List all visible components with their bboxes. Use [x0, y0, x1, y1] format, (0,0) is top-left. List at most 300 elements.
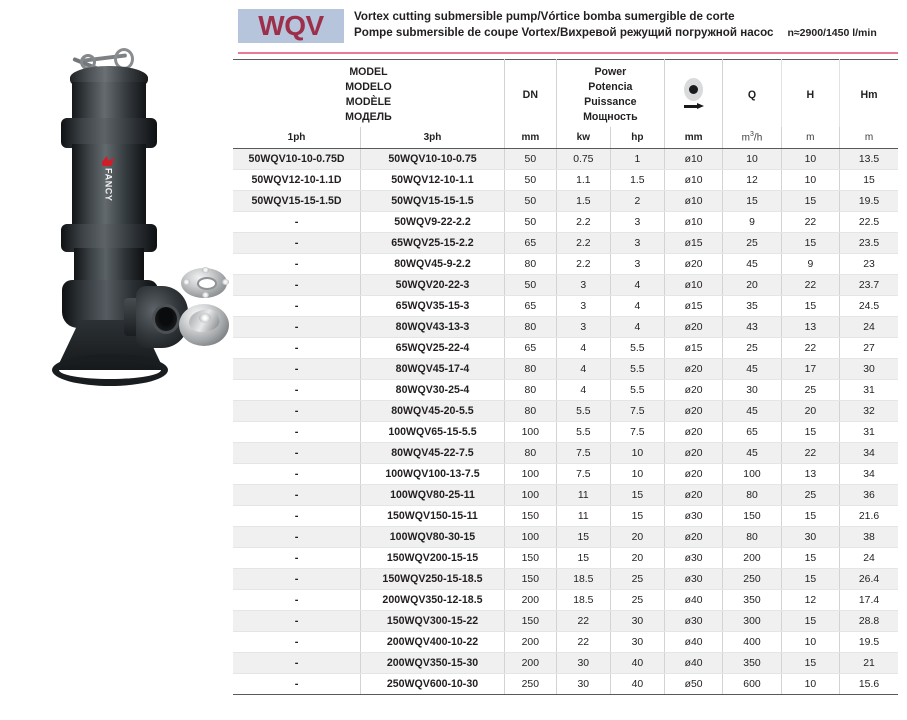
flow-arrow-icon	[684, 103, 704, 110]
cell-hp: 30	[610, 632, 664, 653]
cell-hp: 7.5	[610, 401, 664, 422]
cell-dn: 100	[504, 464, 556, 485]
cell-q: 600	[723, 674, 781, 695]
base-support-ring	[52, 354, 168, 386]
cell-dn: 150	[504, 548, 556, 569]
cell-q: 25	[723, 233, 781, 254]
cell-q: 12	[723, 170, 781, 191]
cell-hp: 15	[610, 485, 664, 506]
cell-ph1: 50WQV10-10-0.75D	[233, 149, 361, 170]
header-unit-h: m	[781, 127, 839, 149]
header-model-en: MODEL	[349, 66, 388, 78]
cell-ph3: 50WQV20-22-3	[361, 275, 505, 296]
table-row	[233, 401, 898, 422]
cell-hp: 4	[610, 317, 664, 338]
cell-dn: 50	[504, 149, 556, 170]
cell-kw: 0.75	[556, 149, 610, 170]
cell-kw: 2.2	[556, 254, 610, 275]
cell-solids: ø20	[664, 527, 722, 548]
cell-h: 15	[781, 296, 839, 317]
cell-solids: ø20	[664, 464, 722, 485]
header-unit-solids: mm	[664, 127, 722, 149]
cell-dn: 200	[504, 653, 556, 674]
cell-q: 300	[723, 611, 781, 632]
cell-solids: ø20	[664, 359, 722, 380]
cell-q: 25	[723, 338, 781, 359]
cell-dn: 100	[504, 527, 556, 548]
datasheet-content	[232, 0, 907, 720]
table-row	[233, 317, 898, 338]
cell-kw: 3	[556, 275, 610, 296]
table-row	[233, 212, 898, 233]
cell-h: 15	[781, 548, 839, 569]
cell-solids: ø10	[664, 191, 722, 212]
cell-ph1: -	[233, 359, 361, 380]
cell-q: 43	[723, 317, 781, 338]
cell-hp: 3	[610, 212, 664, 233]
cell-dn: 80	[504, 401, 556, 422]
unit-q-base: m	[741, 132, 751, 144]
cell-ph3: 150WQV300-15-22	[361, 611, 505, 632]
cell-hp: 3	[610, 233, 664, 254]
cell-ph1: -	[233, 674, 361, 695]
header-model-fr: MODÈLE	[345, 96, 392, 109]
table-row	[233, 443, 898, 464]
arrow-head	[697, 103, 704, 109]
table-row	[233, 191, 898, 212]
cell-ph1: -	[233, 569, 361, 590]
bolt-hole	[202, 292, 209, 298]
specification-table-wrapper	[233, 59, 898, 695]
cell-ph3: 80WQV45-20-5.5	[361, 401, 505, 422]
cell-solids: ø50	[664, 674, 722, 695]
cell-hm: 31	[840, 422, 898, 443]
cell-kw: 1.5	[556, 191, 610, 212]
cell-kw: 2.2	[556, 212, 610, 233]
cell-solids: ø10	[664, 212, 722, 233]
table-body	[233, 149, 898, 695]
cell-hp: 15	[610, 506, 664, 527]
cell-hm: 34	[840, 464, 898, 485]
header-model-es: MODELO	[345, 81, 392, 94]
cell-kw: 5.5	[556, 422, 610, 443]
cell-hm: 21.6	[840, 506, 898, 527]
header-power-fr: Puissance	[584, 96, 637, 109]
cell-ph3: 65WQV25-15-2.2	[361, 233, 505, 254]
cell-hm: 26.4	[840, 569, 898, 590]
cell-hm: 23.5	[840, 233, 898, 254]
cell-hp: 10	[610, 464, 664, 485]
cell-hm: 21	[840, 653, 898, 674]
cell-q: 15	[723, 191, 781, 212]
cell-h: 13	[781, 464, 839, 485]
series-code: WQV	[258, 10, 324, 41]
unit-q-suffix: /h	[753, 132, 763, 144]
cutter-plate-part	[181, 268, 227, 298]
cell-h: 25	[781, 485, 839, 506]
cell-hm: 30	[840, 359, 898, 380]
header-unit-dn: mm	[504, 127, 556, 149]
cell-dn: 65	[504, 338, 556, 359]
cell-h: 22	[781, 338, 839, 359]
cell-dn: 200	[504, 590, 556, 611]
brand-name: FANCY	[103, 168, 114, 202]
bolt-hole	[202, 267, 209, 273]
cell-kw: 22	[556, 611, 610, 632]
cell-ph1: -	[233, 632, 361, 653]
table-row	[233, 548, 898, 569]
header-title-line-2-row	[354, 25, 898, 40]
cell-h: 13	[781, 317, 839, 338]
cell-kw: 15	[556, 548, 610, 569]
cell-h: 10	[781, 149, 839, 170]
cell-solids: ø10	[664, 275, 722, 296]
cell-hm: 17.4	[840, 590, 898, 611]
cell-kw: 3	[556, 296, 610, 317]
cell-h: 15	[781, 422, 839, 443]
cell-ph1: -	[233, 338, 361, 359]
cell-ph1: -	[233, 212, 361, 233]
cell-solids: ø20	[664, 317, 722, 338]
table-row	[233, 674, 898, 695]
cell-h: 10	[781, 170, 839, 191]
table-unit-row	[233, 127, 898, 149]
header-hm: Hm	[840, 60, 898, 128]
cell-hp: 2	[610, 191, 664, 212]
cell-hp: 5.5	[610, 338, 664, 359]
cell-ph3: 100WQV65-15-5.5	[361, 422, 505, 443]
table-row	[233, 506, 898, 527]
accessory-parts-illustration	[178, 268, 230, 368]
cell-solids: ø40	[664, 590, 722, 611]
header-unit-kw: kw	[556, 127, 610, 149]
cell-q: 200	[723, 548, 781, 569]
cell-ph3: 80WQV45-9-2.2	[361, 254, 505, 275]
table-row	[233, 233, 898, 254]
table-row	[233, 149, 898, 170]
header-unit-q	[723, 127, 781, 149]
cell-hp: 40	[610, 674, 664, 695]
cell-kw: 1.1	[556, 170, 610, 191]
header-q: Q	[723, 60, 781, 128]
cell-solids: ø20	[664, 380, 722, 401]
cell-dn: 80	[504, 359, 556, 380]
brand-logo	[98, 156, 118, 222]
cell-ph1: -	[233, 317, 361, 338]
cell-dn: 80	[504, 380, 556, 401]
cell-q: 45	[723, 401, 781, 422]
solids-passage-icon	[684, 78, 704, 110]
specification-table	[233, 59, 898, 695]
cell-q: 350	[723, 653, 781, 674]
cell-ph3: 80WQV43-13-3	[361, 317, 505, 338]
cell-solids: ø30	[664, 506, 722, 527]
cell-hm: 34	[840, 443, 898, 464]
cell-solids: ø10	[664, 170, 722, 191]
cell-h: 22	[781, 443, 839, 464]
cell-ph3: 50WQV12-10-1.1	[361, 170, 505, 191]
cell-kw: 22	[556, 632, 610, 653]
cell-kw: 11	[556, 506, 610, 527]
cell-hp: 5.5	[610, 380, 664, 401]
cell-ph3: 50WQV15-15-1.5	[361, 191, 505, 212]
cell-q: 35	[723, 296, 781, 317]
cell-q: 80	[723, 485, 781, 506]
cell-ph1: -	[233, 254, 361, 275]
cell-dn: 50	[504, 170, 556, 191]
cell-dn: 50	[504, 212, 556, 233]
cell-ph3: 80WQV30-25-4	[361, 380, 505, 401]
cell-h: 15	[781, 611, 839, 632]
cell-solids: ø20	[664, 254, 722, 275]
header-unit-hp: hp	[610, 127, 664, 149]
cell-ph1: -	[233, 590, 361, 611]
cell-hp: 3	[610, 254, 664, 275]
cell-q: 30	[723, 380, 781, 401]
impeller-hub	[199, 313, 211, 323]
cell-ph3: 150WQV200-15-15	[361, 548, 505, 569]
cell-kw: 11	[556, 485, 610, 506]
cell-ph1: 50WQV15-15-1.5D	[233, 191, 361, 212]
header-model-ru: МОДЕЛЬ	[345, 111, 392, 124]
cell-solids: ø40	[664, 653, 722, 674]
unit-q-exponent: 3	[750, 131, 754, 139]
cell-dn: 150	[504, 569, 556, 590]
table-row	[233, 527, 898, 548]
header-power-en: Power	[594, 66, 627, 78]
cell-ph1: -	[233, 401, 361, 422]
cell-hp: 40	[610, 653, 664, 674]
header-unit-1ph: 1ph	[233, 127, 361, 149]
cell-q: 150	[723, 506, 781, 527]
cell-dn: 80	[504, 317, 556, 338]
cell-hm: 31	[840, 380, 898, 401]
header-power-es: Potencia	[588, 81, 633, 94]
product-image-panel	[0, 0, 232, 720]
table-row	[233, 611, 898, 632]
cell-h: 12	[781, 590, 839, 611]
cell-dn: 50	[504, 275, 556, 296]
cell-hm: 28.8	[840, 611, 898, 632]
cell-dn: 50	[504, 191, 556, 212]
header-unit-3ph: 3ph	[361, 127, 505, 149]
cell-ph1: -	[233, 380, 361, 401]
cell-h: 15	[781, 653, 839, 674]
cell-solids: ø30	[664, 611, 722, 632]
cell-hp: 25	[610, 590, 664, 611]
cell-kw: 2.2	[556, 233, 610, 254]
cell-q: 45	[723, 443, 781, 464]
cell-kw: 7.5	[556, 464, 610, 485]
cell-h: 15	[781, 191, 839, 212]
cell-dn: 100	[504, 422, 556, 443]
table-row	[233, 485, 898, 506]
cell-hm: 19.5	[840, 632, 898, 653]
cell-h: 15	[781, 233, 839, 254]
cell-kw: 4	[556, 380, 610, 401]
discharge-bore	[152, 304, 180, 334]
cell-solids: ø15	[664, 296, 722, 317]
cell-kw: 4	[556, 338, 610, 359]
cell-dn: 250	[504, 674, 556, 695]
cell-dn: 150	[504, 611, 556, 632]
cell-ph1: 50WQV12-10-1.1D	[233, 170, 361, 191]
header-power-ru: Мощность	[583, 111, 638, 124]
cell-hp: 1	[610, 149, 664, 170]
cell-ph3: 100WQV80-30-15	[361, 527, 505, 548]
cell-hp: 1.5	[610, 170, 664, 191]
cell-ph1: -	[233, 464, 361, 485]
cell-hm: 27	[840, 338, 898, 359]
cell-ph3: 200WQV400-10-22	[361, 632, 505, 653]
cell-h: 22	[781, 275, 839, 296]
header-title-line-1: Vortex cutting submersible pump/Vórtice bomba sumergible de corte	[354, 10, 735, 23]
header-dn: DN	[504, 60, 556, 128]
cell-ph3: 200WQV350-12-18.5	[361, 590, 505, 611]
cell-h: 15	[781, 569, 839, 590]
cell-hm: 15	[840, 170, 898, 191]
solids-oval-shape	[684, 78, 703, 101]
cell-ph3: 250WQV600-10-30	[361, 674, 505, 695]
cell-hm: 38	[840, 527, 898, 548]
cell-ph3: 50WQV10-10-0.75	[361, 149, 505, 170]
cell-hm: 19.5	[840, 191, 898, 212]
cell-hm: 32	[840, 401, 898, 422]
cell-q: 65	[723, 422, 781, 443]
cell-ph1: -	[233, 443, 361, 464]
cell-solids: ø40	[664, 632, 722, 653]
header-solids-passage	[664, 60, 722, 128]
cell-solids: ø30	[664, 548, 722, 569]
cell-ph1: -	[233, 506, 361, 527]
table-row	[233, 359, 898, 380]
table-header	[233, 60, 898, 149]
flame-icon	[102, 156, 115, 166]
cell-hm: 24.5	[840, 296, 898, 317]
cell-h: 30	[781, 527, 839, 548]
cell-solids: ø20	[664, 443, 722, 464]
cell-h: 10	[781, 632, 839, 653]
cell-ph1: -	[233, 275, 361, 296]
cell-dn: 80	[504, 254, 556, 275]
table-row	[233, 422, 898, 443]
cell-h: 25	[781, 380, 839, 401]
header-unit-hm: m	[840, 127, 898, 149]
cell-q: 100	[723, 464, 781, 485]
cell-hm: 23	[840, 254, 898, 275]
cell-dn: 150	[504, 506, 556, 527]
cell-dn: 80	[504, 443, 556, 464]
cell-h: 22	[781, 212, 839, 233]
cutter-plate-bore	[197, 277, 217, 290]
header-model-group	[233, 60, 504, 128]
bolt-hole	[183, 279, 190, 285]
cell-ph1: -	[233, 422, 361, 443]
cell-hp: 20	[610, 527, 664, 548]
cell-hp: 4	[610, 275, 664, 296]
cell-ph3: 150WQV250-15-18.5	[361, 569, 505, 590]
cell-hp: 20	[610, 548, 664, 569]
cell-solids: ø20	[664, 422, 722, 443]
cell-hp: 7.5	[610, 422, 664, 443]
cell-h: 10	[781, 674, 839, 695]
cell-q: 20	[723, 275, 781, 296]
cell-ph3: 100WQV80-25-11	[361, 485, 505, 506]
cell-hp: 10	[610, 443, 664, 464]
cell-h: 17	[781, 359, 839, 380]
cell-kw: 7.5	[556, 443, 610, 464]
cell-hp: 4	[610, 296, 664, 317]
cell-kw: 4	[556, 359, 610, 380]
table-row	[233, 590, 898, 611]
table-row	[233, 632, 898, 653]
cell-solids: ø20	[664, 401, 722, 422]
cell-q: 80	[723, 527, 781, 548]
cell-ph3: 65WQV35-15-3	[361, 296, 505, 317]
cell-kw: 18.5	[556, 590, 610, 611]
document-header	[238, 8, 898, 54]
cell-h: 9	[781, 254, 839, 275]
header-title-block	[344, 8, 898, 41]
cell-h: 20	[781, 401, 839, 422]
speed-note: n≈2900/1450 l/min	[787, 27, 877, 40]
cell-ph3: 80WQV45-17-4	[361, 359, 505, 380]
cell-q: 45	[723, 254, 781, 275]
header-power-group	[556, 60, 664, 128]
table-header-group-row	[233, 60, 898, 128]
cell-dn: 65	[504, 233, 556, 254]
table-row	[233, 380, 898, 401]
cell-solids: ø15	[664, 233, 722, 254]
bolt-hole	[222, 279, 229, 285]
cell-hm: 22.5	[840, 212, 898, 233]
cell-ph1: -	[233, 527, 361, 548]
cell-kw: 15	[556, 527, 610, 548]
cell-kw: 5.5	[556, 401, 610, 422]
cell-ph1: -	[233, 548, 361, 569]
cell-ph1: -	[233, 611, 361, 632]
cell-q: 10	[723, 149, 781, 170]
cell-ph1: -	[233, 296, 361, 317]
header-divider-rule	[238, 52, 898, 54]
cell-solids: ø30	[664, 569, 722, 590]
cell-ph1: -	[233, 233, 361, 254]
cell-hm: 13.5	[840, 149, 898, 170]
table-row	[233, 338, 898, 359]
series-badge	[238, 9, 344, 43]
cell-hm: 15.6	[840, 674, 898, 695]
cell-hp: 30	[610, 611, 664, 632]
cell-h: 15	[781, 506, 839, 527]
cell-q: 350	[723, 590, 781, 611]
cell-ph1: -	[233, 485, 361, 506]
table-row	[233, 254, 898, 275]
pump-product-illustration	[28, 48, 188, 393]
cell-kw: 3	[556, 317, 610, 338]
cell-q: 45	[723, 359, 781, 380]
table-row	[233, 170, 898, 191]
cell-kw: 30	[556, 653, 610, 674]
table-row	[233, 464, 898, 485]
table-row	[233, 569, 898, 590]
cell-solids: ø10	[664, 149, 722, 170]
cell-hm: 23.7	[840, 275, 898, 296]
table-row	[233, 653, 898, 674]
cell-ph3: 50WQV9-22-2.2	[361, 212, 505, 233]
table-row	[233, 296, 898, 317]
cell-q: 400	[723, 632, 781, 653]
cell-q: 9	[723, 212, 781, 233]
